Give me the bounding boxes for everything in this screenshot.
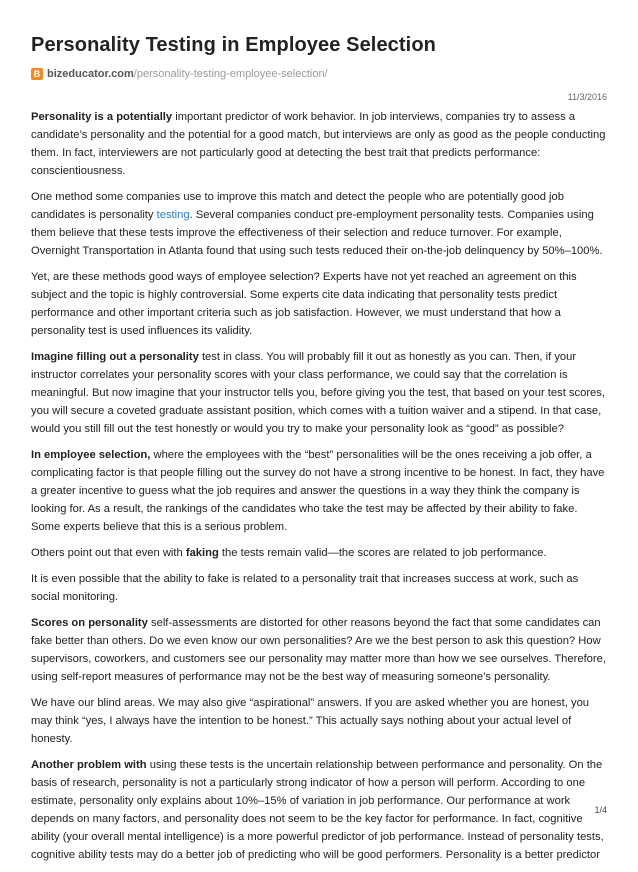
site-favicon-icon: B [31, 68, 43, 80]
bold-term: faking [185, 547, 219, 559]
paragraph: We have our blind areas. We may also give “aspirational” answers. If you are asked whether you are honest, you may think “yes, I always have the intention to be honest.” This actually says nothing about your actual level of honesty. [31, 697, 590, 745]
source-domain-link[interactable]: bizeducator.com [47, 68, 134, 80]
article-body [31, 108, 607, 872]
source-path-link[interactable]: /personality-testing-employee-selection/ [133, 68, 328, 80]
paragraph-lead: Scores on personality [31, 617, 148, 629]
paragraph: Personality is a potentially important predictor of work behavior. In job interviews, companies try to assess a candidate’s personality and the potential for a good match, but interviews are only as good as the people conducting them. In fact, interviewers are not particularly good at detecting the best trait that predicts performance: conscientiousness. [31, 111, 606, 177]
paragraph: It is even possible that the ability to fake is related to a personality trait that increases success at work, such as social monitoring. [31, 573, 579, 603]
paragraph: Others point out that even with faking the tests remain valid—the scores are related to job performance. [31, 547, 547, 559]
paragraph: Scores on personality self-assessments are distorted for other reasons beyond the fact that some candidates can fake better than others. Do we even know our own personalities? Are we the best person to ask this question? How supervisors, coworkers, and customers see our personality may matter more than how we see ourselves. Therefore, using self-report measures of performance may not be the best way of measuring someone’s personality. [31, 617, 606, 683]
paragraph: In employee selection, where the employees with the “best” personalities will be the ones receiving a job offer, a complicating factor is that people filling out the survey do not have a strong incentive to be honest. In fact, they have a greater incentive to guess what the job requires and answer the questions in a way they think the company is looking for. As a result, the rankings of the candidates who take the test may be affected by their ability to fake. Some experts believe that this is a serious problem. [31, 449, 605, 533]
page-number: 1/4 [594, 805, 607, 815]
paragraph-lead: Another problem with [31, 759, 147, 771]
paragraph-lead: Personality is a potentially [31, 111, 173, 123]
testing-link[interactable]: testing [156, 209, 190, 221]
paragraph: Another problem with using these tests is the uncertain relationship between performance and personality. On the basis of research, personality is not a particularly strong indicator of how a person will perform. According to one estimate, personality only explains about 10%–15% of variation in job performance. Our performance at work depends on many factors, and personality does not seem to be the key factor for performance. In fact, cognitive ability (your overall mental intelligence) is a more powerful predictor of job performance. Instead of personality tests, cognitive ability tests may do a better job of predicting who will be good performers. Personality is a better predictor [31, 759, 604, 861]
print-date: 11/3/2016 [567, 92, 607, 102]
paragraph-lead: Imagine filling out a personality [31, 351, 199, 363]
paragraph: Yet, are these methods good ways of employee selection? Experts have not yet reached an agreement on this subject and the topic is highly controversial. Some experts cite data indicating that personality tests predict performance and other important criteria such as job satisfaction. However, we must understand that how a personality test is used influences its validity. [31, 271, 577, 337]
paragraph: Imagine filling out a personality test in class. You will probably fill it out as honestly as you can. Then, if your instructor correlates your personality scores with your class performance, we could say that the correlation is meaningful. But now imagine that your instructor tells you, before giving you the test, that based on your test scores, you will secure a coveted graduate assistant position, which comes with a tuition waiver and a stipend. In that case, would you still fill out the test honestly or would you try to make your personality look as “good” as possible? [31, 351, 605, 435]
paragraph-lead: In employee selection, [31, 449, 151, 461]
paragraph: One method some companies use to improve this match and detect the people who are potentially good job candidates is personality testing. Several companies conduct pre-employment personality tests. Companies using them believe that these tests improve the effectiveness of their selection and reduce turnover. For example, Overnight Transportation in Atlanta found that using such tests reduced their on-the-job delinquency by 50%–100%. [31, 191, 603, 257]
page-title: Personality Testing in Employee Selection [31, 34, 436, 56]
source-line [31, 68, 328, 80]
